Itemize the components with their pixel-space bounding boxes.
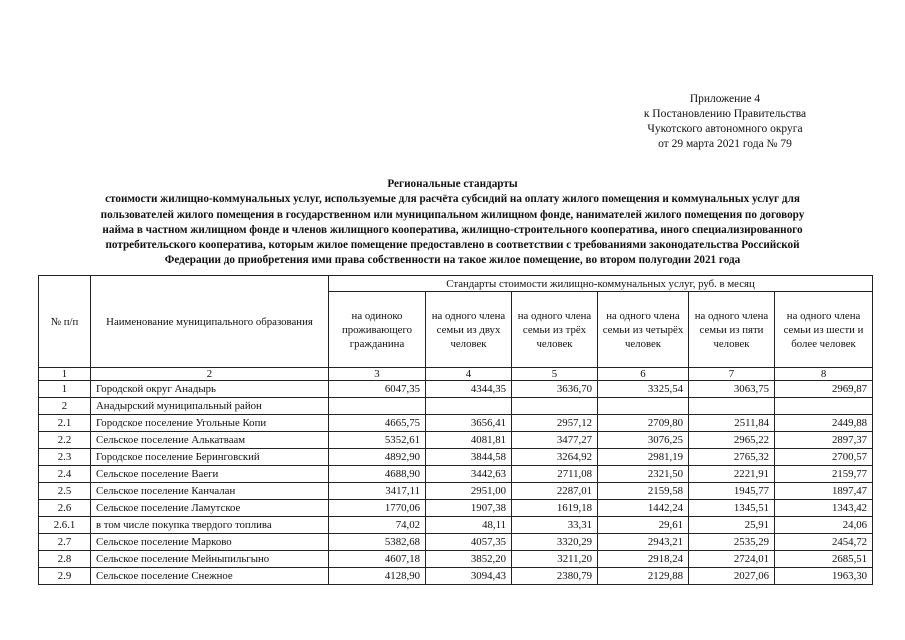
municipality-name: Сельское поселение Марково xyxy=(91,534,329,551)
col-header-name: Наименование муниципального образования xyxy=(91,276,329,368)
index-cell: 3 xyxy=(329,368,426,381)
appendix-line: Приложение 4 xyxy=(689,93,761,105)
row-number: 1 xyxy=(39,381,91,398)
standard-value xyxy=(598,398,689,415)
row-number: 2 xyxy=(39,398,91,415)
row-number: 2.6 xyxy=(39,500,91,517)
row-number: 2.1 xyxy=(39,415,91,432)
standard-value: 33,31 xyxy=(512,517,598,534)
standard-value: 1619,18 xyxy=(512,500,598,517)
index-cell: 6 xyxy=(598,368,689,381)
document-title xyxy=(20,177,885,269)
index-cell: 7 xyxy=(689,368,775,381)
standard-value: 2981,19 xyxy=(598,449,689,466)
standard-value: 3636,70 xyxy=(512,381,598,398)
sub-header: на одного члена семьи из пяти человек xyxy=(689,292,775,368)
appendix-line: от 29 марта 2021 года № 79 xyxy=(658,138,792,150)
standard-value: 2965,22 xyxy=(689,432,775,449)
municipality-name: Сельское поселение Алькатваам xyxy=(91,432,329,449)
municipality-name: Сельское поселение Снежное xyxy=(91,568,329,585)
table-body xyxy=(39,381,873,585)
standard-value: 1442,24 xyxy=(598,500,689,517)
appendix-line: Чукотского автономного округа xyxy=(647,123,803,135)
table-row xyxy=(39,551,873,568)
standard-value: 3852,20 xyxy=(426,551,512,568)
standard-value: 5352,61 xyxy=(329,432,426,449)
municipality-name: Городское поселение Угольные Копи xyxy=(91,415,329,432)
municipality-name: Сельское поселение Мейныпильгыно xyxy=(91,551,329,568)
standard-value: 4081,81 xyxy=(426,432,512,449)
title-line: пользователей жилого помещения в государственном или муниципальном жилищном фонде, нанимателей жилого помещения по договору xyxy=(100,208,805,221)
index-cell: 1 xyxy=(39,368,91,381)
standard-value: 4057,35 xyxy=(426,534,512,551)
standard-value: 4892,90 xyxy=(329,449,426,466)
table-row xyxy=(39,432,873,449)
standard-value: 3320,29 xyxy=(512,534,598,551)
sub-header: на одного члена семьи из четырёх человек xyxy=(598,292,689,368)
row-number: 2.7 xyxy=(39,534,91,551)
standard-value: 25,91 xyxy=(689,517,775,534)
standard-value: 2957,12 xyxy=(512,415,598,432)
standard-value: 1897,47 xyxy=(775,483,873,500)
table-row xyxy=(39,517,873,534)
table-row xyxy=(39,449,873,466)
index-row xyxy=(39,368,873,381)
table-row xyxy=(39,483,873,500)
municipality-name: Сельское поселение Ламутское xyxy=(91,500,329,517)
standard-value xyxy=(689,398,775,415)
standard-value: 3094,43 xyxy=(426,568,512,585)
standard-value: 3656,41 xyxy=(426,415,512,432)
municipality-name: Сельское поселение Канчалан xyxy=(91,483,329,500)
standard-value: 2287,01 xyxy=(512,483,598,500)
table-row xyxy=(39,534,873,551)
standard-value: 3417,11 xyxy=(329,483,426,500)
municipality-name: Городское поселение Беринговский xyxy=(91,449,329,466)
index-cell: 5 xyxy=(512,368,598,381)
index-cell: 2 xyxy=(91,368,329,381)
standard-value: 2685,51 xyxy=(775,551,873,568)
index-cell: 8 xyxy=(775,368,873,381)
table-row xyxy=(39,381,873,398)
title-line: Федерации до приобретения ими права собственности на такое жилое помещение, во втором полугодии 2021 года xyxy=(164,254,741,267)
table-row xyxy=(39,415,873,432)
standard-value: 2159,77 xyxy=(775,466,873,483)
row-number: 2.3 xyxy=(39,449,91,466)
standard-value: 2918,24 xyxy=(598,551,689,568)
standard-value: 2159,58 xyxy=(598,483,689,500)
standard-value: 2535,29 xyxy=(689,534,775,551)
standard-value: 2897,37 xyxy=(775,432,873,449)
standard-value: 2943,21 xyxy=(598,534,689,551)
row-number: 2.6.1 xyxy=(39,517,91,534)
standard-value: 2724,01 xyxy=(689,551,775,568)
standard-value: 2700,57 xyxy=(775,449,873,466)
standard-value: 3477,27 xyxy=(512,432,598,449)
sub-header: на одного члена семьи из двух человек xyxy=(426,292,512,368)
standard-value: 3442,63 xyxy=(426,466,512,483)
standard-value: 3264,92 xyxy=(512,449,598,466)
index-cell: 4 xyxy=(426,368,512,381)
municipality-name: Городской округ Анадырь xyxy=(91,381,329,398)
standard-value xyxy=(512,398,598,415)
row-number: 2.5 xyxy=(39,483,91,500)
standard-value: 4688,90 xyxy=(329,466,426,483)
standard-value: 2027,06 xyxy=(689,568,775,585)
standard-value: 1770,06 xyxy=(329,500,426,517)
row-number: 2.9 xyxy=(39,568,91,585)
table-row xyxy=(39,466,873,483)
standard-value: 2380,79 xyxy=(512,568,598,585)
standards-table xyxy=(38,275,873,585)
standard-value xyxy=(775,398,873,415)
standard-value: 2321,50 xyxy=(598,466,689,483)
row-number: 2.8 xyxy=(39,551,91,568)
standard-value: 1345,51 xyxy=(689,500,775,517)
table-row xyxy=(39,568,873,585)
table-row xyxy=(39,398,873,415)
standard-value: 3211,20 xyxy=(512,551,598,568)
standard-value: 4128,90 xyxy=(329,568,426,585)
standard-value xyxy=(426,398,512,415)
title-line: стоимости жилищно-коммунальных услуг, используемые для расчёта субсидий на оплату жилого помещения и коммунальных услуг для xyxy=(105,193,800,206)
standard-value: 2951,00 xyxy=(426,483,512,500)
municipality-name: в том числе покупка твердого топлива xyxy=(91,517,329,534)
row-number: 2.2 xyxy=(39,432,91,449)
standard-value: 4344,35 xyxy=(426,381,512,398)
standard-value: 2709,80 xyxy=(598,415,689,432)
standard-value xyxy=(329,398,426,415)
table-row xyxy=(39,500,873,517)
col-header-num: № п/п xyxy=(39,276,91,368)
municipality-name: Сельское поселение Ваеги xyxy=(91,466,329,483)
standard-value: 3076,25 xyxy=(598,432,689,449)
title-line: потребительского кооператива, которым жилое помещение предоставлено в соответствии с требованиями законодательства Российской xyxy=(105,239,800,252)
standard-value: 1343,42 xyxy=(775,500,873,517)
sub-header: на одного члена семьи из трёх человек xyxy=(512,292,598,368)
standard-value: 3063,75 xyxy=(689,381,775,398)
standard-value: 1945,77 xyxy=(689,483,775,500)
standard-value: 2969,87 xyxy=(775,381,873,398)
standard-value: 4665,75 xyxy=(329,415,426,432)
sub-header: на одного члена семьи из шести и более человек xyxy=(775,292,873,368)
standard-value: 74,02 xyxy=(329,517,426,534)
standard-value: 1963,30 xyxy=(775,568,873,585)
standard-value: 48,11 xyxy=(426,517,512,534)
title-line: найма в частном жилищном фонде и членов жилищного кооператива, жилищно-строительного кооператива, иного специализированного xyxy=(102,223,803,236)
standard-value: 1907,38 xyxy=(426,500,512,517)
standard-value: 2454,72 xyxy=(775,534,873,551)
standard-value: 2221,91 xyxy=(689,466,775,483)
standard-value: 2765,32 xyxy=(689,449,775,466)
standard-value: 2711,08 xyxy=(512,466,598,483)
standard-value: 2511,84 xyxy=(689,415,775,432)
standard-value: 3325,54 xyxy=(598,381,689,398)
municipality-name: Анадырский муниципальный район xyxy=(91,398,329,415)
standard-value: 24,06 xyxy=(775,517,873,534)
standard-value: 5382,68 xyxy=(329,534,426,551)
standard-value: 4607,18 xyxy=(329,551,426,568)
title-line: Региональные стандарты xyxy=(387,178,518,190)
standard-value: 2449,88 xyxy=(775,415,873,432)
appendix-line: к Постановлению Правительства xyxy=(643,108,807,120)
standard-value: 3844,58 xyxy=(426,449,512,466)
standard-value: 6047,35 xyxy=(329,381,426,398)
sub-header: на одиноко проживающего гражданина xyxy=(329,292,426,368)
standard-value: 2129,88 xyxy=(598,568,689,585)
standard-value: 29,61 xyxy=(598,517,689,534)
group-header: Стандарты стоимости жилищно-коммунальных услуг, руб. в месяц xyxy=(329,276,873,292)
row-number: 2.4 xyxy=(39,466,91,483)
appendix-block xyxy=(560,92,890,152)
